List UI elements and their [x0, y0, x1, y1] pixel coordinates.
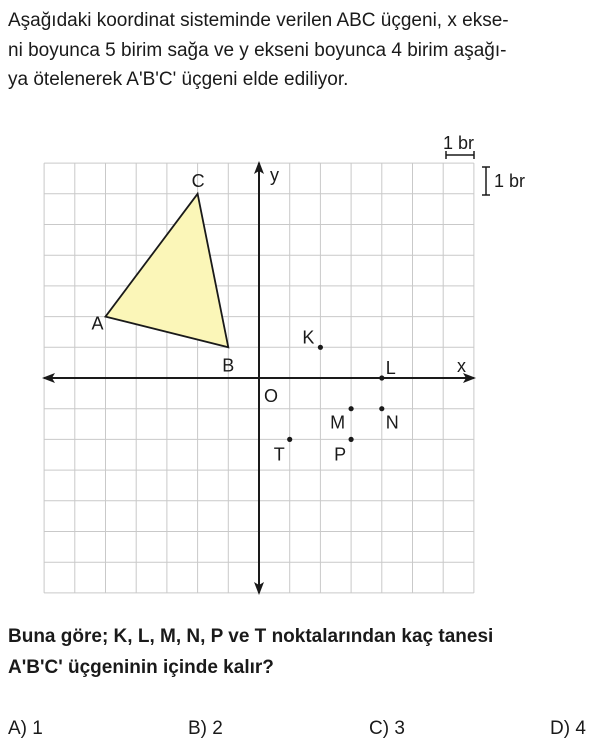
vertical-scale-label: 1 br — [494, 171, 526, 191]
point-label-m: M — [330, 412, 346, 433]
point-label-k: K — [302, 327, 315, 348]
statement-line: ya ötelenerek A'B'C' üçgeni elde ediliyor. — [8, 69, 349, 90]
point-t — [287, 437, 292, 442]
axes — [42, 161, 476, 595]
origin-label: O — [264, 386, 279, 406]
point-label-p: P — [334, 444, 347, 465]
vertex-label-b: B — [222, 355, 235, 376]
choice-a[interactable]: A) 1 — [8, 718, 43, 739]
vertex-label-c: C — [191, 170, 205, 191]
point-m — [349, 406, 354, 411]
question-line: Buna göre; K, L, M, N, P ve T noktalarından kaç tanesi — [8, 626, 494, 647]
choice-b[interactable]: B) 2 — [188, 718, 223, 739]
point-label-t: T — [273, 444, 285, 465]
statement-line: ni boyunca 5 birim sağa ve y ekseni boyunca 4 birim aşağı- — [8, 39, 507, 61]
horizontal-scale-label: 1 br — [443, 133, 475, 153]
scale-legend — [443, 133, 525, 195]
choice-d[interactable]: D) 4 — [550, 718, 586, 739]
point-label-n: N — [385, 412, 399, 433]
statement-line: Aşağıdaki koordinat sisteminde verilen ABC üçgeni, x ekse- — [8, 10, 509, 31]
point-p — [349, 437, 354, 442]
choice-c[interactable]: C) 3 — [369, 718, 405, 739]
question-line: A'B'C' üçgeninin içinde kalır? — [8, 657, 274, 678]
vertex-label-a: A — [91, 313, 104, 334]
point-label-l: L — [385, 358, 396, 378]
point-l — [379, 375, 384, 380]
point-n — [379, 406, 384, 411]
x-axis-label: x — [457, 356, 466, 376]
point-k — [318, 345, 323, 350]
points — [274, 327, 399, 464]
y-axis-label: y — [270, 165, 279, 185]
question — [8, 621, 598, 683]
